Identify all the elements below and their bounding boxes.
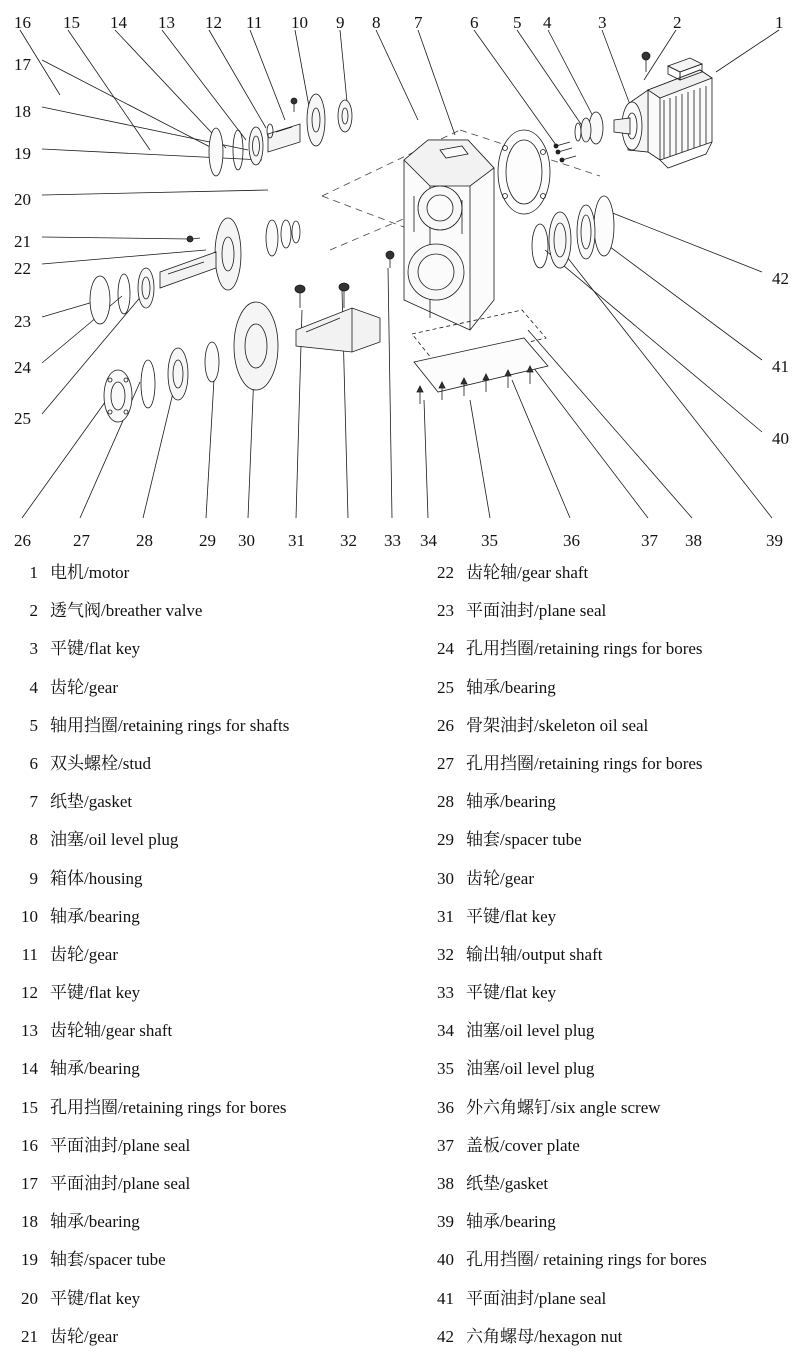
legend-number: 10 [21,906,38,926]
legend-label: 孔用挡圈/ retaining rings for bores [466,1250,707,1270]
legend-number: 21 [21,1326,38,1346]
legend-item-23 [424,596,800,634]
legend-label: 轴套/spacer tube [50,1250,166,1270]
legend-item-17 [8,1169,398,1207]
legend-label: 孔用挡圈/retaining rings for bores [50,1097,287,1117]
callout-15: 15 [63,13,80,32]
callout-30: 30 [238,531,255,550]
legend-item-6 [8,749,398,787]
legend-number: 3 [29,639,38,659]
callout-35: 35 [481,531,498,550]
legend-number: 22 [437,563,454,582]
callout-36: 36 [563,531,580,550]
legend-item-30 [424,864,800,902]
callout-32: 32 [340,531,357,550]
legend-label: 轴用挡圈/retaining rings for shafts [50,715,290,735]
callout-33: 33 [384,531,401,550]
legend-label: 轴套/spacer tube [466,830,582,850]
legend-number: 36 [437,1097,454,1117]
legend-number: 14 [21,1059,38,1079]
legend-number: 39 [437,1212,454,1232]
callout-10: 10 [291,13,308,32]
legend-label: 孔用挡圈/retaining rings for bores [466,753,703,773]
legend-number: 26 [437,715,454,735]
legend-label: 电机/motor [50,563,130,582]
legend-label: 平键/flat key [50,1288,141,1308]
callout-31: 31 [288,531,305,550]
legend-label: 轴承/bearing [50,1212,140,1232]
callout-20: 20 [14,190,31,209]
legend-number: 2 [29,601,38,621]
callout-3: 3 [598,13,607,32]
legend-number: 8 [29,830,38,850]
legend-label: 轴承/bearing [50,906,140,926]
legend-item-33 [424,978,800,1016]
legend-label: 轴承/bearing [466,677,556,697]
legend-label: 平面油封/plane seal [466,1288,607,1308]
legend-number: 25 [437,677,454,697]
legend-label: 轴承/bearing [466,792,556,812]
callout-37: 37 [641,531,658,550]
legend-number: 7 [29,792,38,812]
legend-number: 20 [21,1288,38,1308]
legend-label: 纸垫/gasket [466,1174,549,1193]
legend-item-2 [8,596,398,634]
legend-number: 1 [29,563,38,582]
legend-item-26 [424,711,800,749]
legend-number: 9 [29,868,38,888]
legend-item-13 [8,1016,398,1054]
legend-number: 13 [21,1021,38,1041]
callout-25: 25 [14,409,31,428]
legend-item-11 [8,940,398,978]
callout-27: 27 [73,531,90,550]
legend-label: 平面油封/plane seal [466,601,607,621]
legend-number: 11 [21,944,38,964]
callout-41: 41 [772,357,789,376]
legend-label: 透气阀/breather valve [50,601,203,621]
legend-label: 六角螺母/hexagon nut [466,1326,623,1346]
legend-label: 平键/flat key [466,906,557,926]
callout-5: 5 [513,13,522,32]
legend-item-8 [8,825,398,863]
legend-number: 15 [21,1097,38,1117]
legend-number: 35 [437,1059,454,1079]
legend-label: 齿轮/gear [466,868,534,888]
legend-item-12 [8,978,398,1016]
legend-item-24 [424,634,800,672]
legend-item-14 [8,1054,398,1092]
callout-28: 28 [136,531,153,550]
legend-label: 齿轮/gear [50,677,118,697]
legend-label: 输出轴/output shaft [466,944,603,964]
legend-item-36 [424,1093,800,1131]
legend-item-29 [424,825,800,863]
callout-12: 12 [205,13,222,32]
legend-number: 16 [21,1135,38,1155]
legend-item-41 [424,1284,800,1322]
legend-number: 38 [437,1174,454,1193]
callout-39: 39 [766,531,783,550]
legend-number: 23 [437,601,454,621]
legend-number: 5 [29,715,38,735]
callout-42: 42 [772,269,789,288]
legend-label: 齿轮轴/gear shaft [466,563,589,582]
legend-label: 平面油封/plane seal [50,1135,191,1155]
legend-number: 17 [21,1174,38,1193]
legend-item-1 [8,558,398,596]
callout-13: 13 [158,13,175,32]
callout-18: 18 [14,102,31,121]
callout-4: 4 [543,13,552,32]
legend-item-38 [424,1169,800,1207]
callout-26: 26 [14,531,31,550]
legend-item-20 [8,1284,398,1322]
legend-item-34 [424,1016,800,1054]
legend-item-42 [424,1322,800,1360]
legend-number: 24 [437,639,454,659]
callout-38: 38 [685,531,702,550]
legend-label: 平面油封/plane seal [50,1174,191,1193]
legend-label: 油塞/oil level plug [466,1021,595,1041]
legend-number: 30 [437,868,454,888]
legend-column-left [8,558,398,1360]
legend-number: 18 [21,1212,38,1232]
diagram-drawing [0,0,800,558]
callout-21: 21 [14,232,31,251]
legend-label: 平键/flat key [50,639,141,659]
legend-item-16 [8,1131,398,1169]
legend-item-35 [424,1054,800,1092]
legend-label: 双头螺栓/stud [50,753,152,773]
legend-label: 油塞/oil level plug [50,830,179,850]
callout-14: 14 [110,13,127,32]
legend-number: 41 [437,1288,454,1308]
callout-2: 2 [673,13,682,32]
legend-label: 骨架油封/skeleton oil seal [466,715,649,735]
callout-11: 11 [246,13,263,32]
legend-number: 32 [437,944,454,964]
legend-number: 4 [29,677,38,697]
callout-6: 6 [470,13,479,32]
legend-label: 平键/flat key [466,983,557,1003]
legend-item-25 [424,673,800,711]
legend-number: 27 [437,753,454,773]
callout-23: 23 [14,312,31,331]
callout-1: 1 [775,13,784,32]
legend-number: 34 [437,1021,454,1041]
callout-17: 17 [14,55,31,74]
legend-number: 12 [21,983,38,1003]
legend-column-right [424,558,800,1360]
legend-item-37 [424,1131,800,1169]
legend-item-28 [424,787,800,825]
callout-9: 9 [336,13,345,32]
legend-number: 19 [21,1250,38,1270]
legend-label: 齿轮/gear [50,944,118,964]
legend-label: 平键/flat key [50,983,141,1003]
legend-item-22 [424,558,800,596]
legend-item-4 [8,673,398,711]
legend-item-31 [424,902,800,940]
callout-22: 22 [14,259,31,278]
legend-label: 孔用挡圈/retaining rings for bores [466,639,703,659]
legend-number: 6 [29,753,38,773]
legend-item-7 [8,787,398,825]
legend-item-9 [8,864,398,902]
parts-legend [0,558,800,1352]
legend-item-15 [8,1093,398,1131]
callout-16: 16 [14,13,31,32]
legend-item-21 [8,1322,398,1360]
legend-item-5 [8,711,398,749]
legend-item-3 [8,634,398,672]
legend-number: 37 [437,1135,454,1155]
legend-label: 齿轮轴/gear shaft [50,1021,173,1041]
legend-label: 纸垫/gasket [50,792,133,812]
legend-label: 外六角螺钉/six angle screw [466,1097,661,1117]
legend-item-18 [8,1207,398,1245]
callout-8: 8 [372,13,381,32]
callout-40: 40 [772,429,789,448]
legend-label: 油塞/oil level plug [466,1059,595,1079]
legend-item-10 [8,902,398,940]
legend-number: 31 [437,906,454,926]
legend-number: 29 [437,830,454,850]
legend-item-27 [424,749,800,787]
legend-label: 轴承/bearing [50,1059,140,1079]
exploded-diagram [0,0,800,558]
legend-number: 33 [437,983,454,1003]
legend-label: 盖板/cover plate [466,1135,580,1155]
legend-number: 28 [437,792,454,812]
callout-7: 7 [414,13,423,32]
legend-item-19 [8,1245,398,1283]
legend-number: 42 [437,1326,454,1346]
callout-24: 24 [14,358,31,377]
callout-19: 19 [14,144,31,163]
legend-item-32 [424,940,800,978]
legend-item-39 [424,1207,800,1245]
legend-item-40 [424,1245,800,1283]
legend-label: 箱体/housing [50,868,143,888]
callout-29: 29 [199,531,216,550]
legend-label: 齿轮/gear [50,1326,118,1346]
legend-label: 轴承/bearing [466,1212,556,1232]
legend-number: 40 [437,1250,454,1270]
callout-34: 34 [420,531,437,550]
